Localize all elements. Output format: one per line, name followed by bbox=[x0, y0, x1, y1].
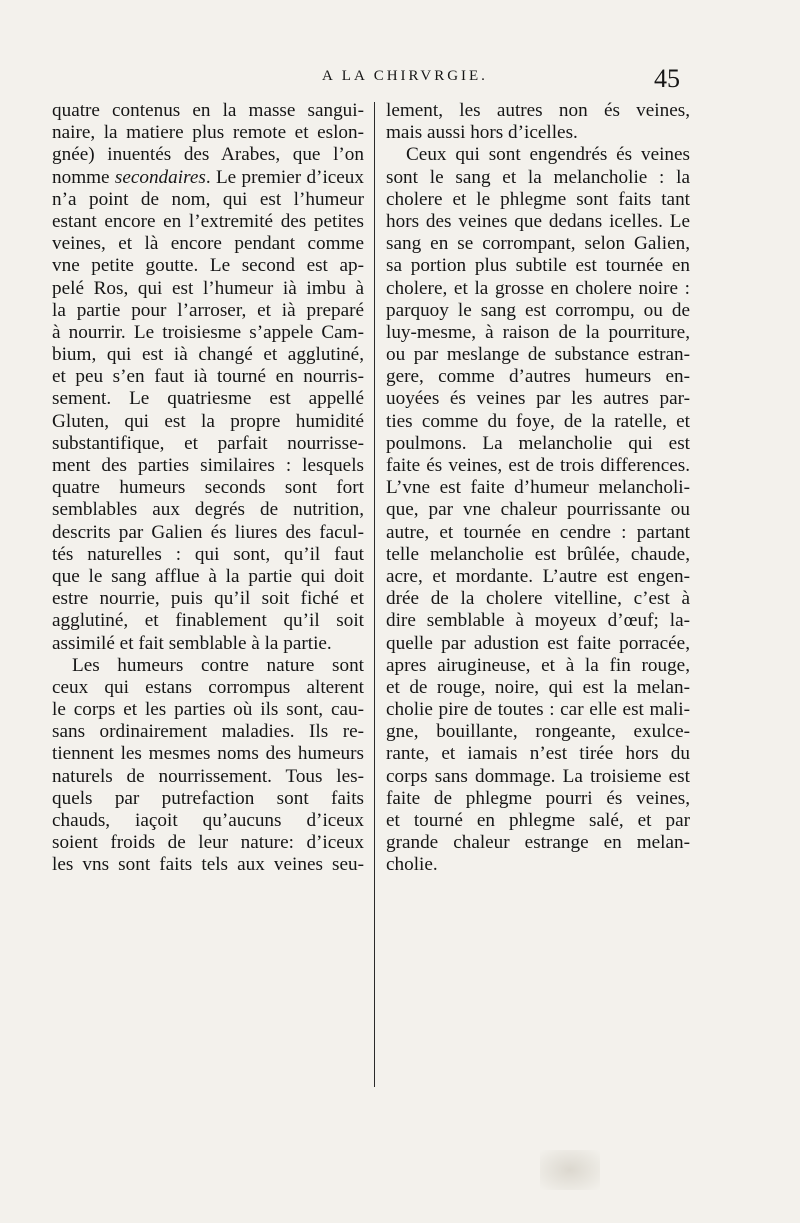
text-line: sement. Le quatriesme est appellé bbox=[52, 388, 364, 410]
text-line: Ceux qui sont engendrés és veines bbox=[406, 144, 690, 166]
running-title: A LA CHIRVRGIE. bbox=[322, 68, 488, 84]
text-line: quelle par adustion est faite porracée, bbox=[386, 632, 690, 654]
text-line: hors des veines que dedans icelles. Le bbox=[386, 210, 690, 232]
text-line: gere, comme d’autres humeurs en- bbox=[386, 366, 690, 388]
text-line: parquoy le sang est corrompu, ou de bbox=[386, 299, 690, 321]
page-number: 45 bbox=[654, 64, 680, 93]
text-line: naturels de nourrissement. Tous les- bbox=[52, 765, 364, 787]
left-text-column bbox=[52, 100, 364, 877]
text-line: veines, et là encore pendant comme bbox=[52, 233, 364, 255]
text-line: Gluten, qui est la propre humidité bbox=[52, 410, 364, 432]
text-line: ties comme du foye, de la ratelle, et bbox=[386, 410, 690, 432]
text-line: ou par meslange de substance estran- bbox=[386, 344, 690, 366]
text-line: sans ordinairement maladies. Ils re- bbox=[52, 721, 364, 743]
text-line: assimilé et fait semblable à la partie. bbox=[52, 632, 332, 654]
text-line: gne, bouillante, rongeante, exulce- bbox=[386, 721, 690, 743]
text-line: cholie pire de toutes : car elle est mali- bbox=[386, 699, 690, 721]
text-line: semblables aux degrés de nutrition, bbox=[52, 499, 364, 521]
text-line: gnée) inuentés des Arabes, que l’on bbox=[52, 144, 364, 166]
text-line: tiennent les mesmes noms des humeurs bbox=[52, 743, 364, 765]
text-line: que, par vne chaleur pourrissante ou bbox=[386, 499, 690, 521]
text-line: lement, les autres non és veines, bbox=[386, 100, 690, 121]
text-line: faite de phlegme pourri és veines, bbox=[386, 787, 690, 809]
text-line: telle melancholie est brûlée, chaude, bbox=[386, 543, 690, 565]
text-line: sont le sang et la melancholie : la bbox=[386, 166, 690, 188]
text-line: estre nourrie, puis qu’il soit fiché et bbox=[52, 588, 364, 610]
text-line: estant encore en l’extremité des petites bbox=[52, 210, 364, 232]
text-line: naire, la matiere plus remote et eslon- bbox=[52, 122, 364, 144]
text-line: ment des parties similaires : lesquels bbox=[52, 455, 364, 476]
text-line: acre, et mordante. L’autre est engen- bbox=[386, 565, 690, 587]
text-line: ceux qui estans corrompus alterent bbox=[52, 676, 364, 698]
text-line: la partie pour l’arroser, et ià preparé bbox=[52, 299, 364, 321]
text-line: L’vne est faite d’humeur melancholi- bbox=[386, 477, 690, 499]
text-line: agglutiné, et finablement qu’il soit bbox=[52, 610, 364, 632]
text-line: mais aussi hors d’icelles. bbox=[386, 122, 578, 144]
text-line: que le sang afflue à la partie qui doit bbox=[52, 565, 364, 587]
text-line: rante, et iamais n’est tirée hors du bbox=[386, 743, 690, 765]
text-line: quels par putrefaction sont faits bbox=[52, 787, 364, 809]
text-line: pelé Ros, qui est l’humeur ià imbu à bbox=[52, 277, 364, 299]
text-line: chauds, iaçoit qu’aucuns d’iceux bbox=[52, 810, 364, 831]
text-line: Les humeurs contre nature sont bbox=[72, 654, 364, 676]
text-line: tés naturelles : qui sont, qu’il faut bbox=[52, 543, 364, 565]
text-line: sa portion plus subtile est tournée en bbox=[386, 255, 690, 277]
text-line: soient froids de leur nature: d’iceux bbox=[52, 832, 364, 854]
right-text-column bbox=[386, 100, 690, 877]
text-line: drée de la cholere vitelline, c’est à bbox=[386, 588, 690, 610]
text-line: substantifique, et parfait nourrisse- bbox=[52, 432, 364, 454]
text-line: descrits par Galien és liures des facul- bbox=[52, 521, 364, 543]
text-line: les vns sont faits tels aux veines seu- bbox=[52, 854, 364, 876]
text-line: cholere et le phlegme sont faits tant bbox=[386, 188, 690, 210]
text-line: apres airugineuse, et à la fin rouge, bbox=[386, 654, 690, 676]
text-line: grande chaleur estrange en melan- bbox=[386, 832, 690, 854]
show-through-text bbox=[60, 870, 700, 1210]
text-line: à nourrir. Le troisiesme s’appele Cam- bbox=[52, 321, 364, 343]
text-line: autre, et tournée en cendre : partant bbox=[386, 521, 690, 543]
text-line: quatre humeurs seconds sont fort bbox=[52, 477, 364, 499]
text-line: vne petite goutte. Le second est ap- bbox=[52, 255, 364, 277]
text-line: dire semblable à moyeux d’œuf; la- bbox=[386, 610, 690, 632]
text-line: luy-mesme, à raison de la pourriture, bbox=[386, 321, 690, 343]
text-line: et de rouge, noire, qui est la melan- bbox=[386, 676, 690, 698]
text-line: quatre contenus en la masse sangui- bbox=[52, 100, 364, 121]
text-line: sang en se corrompant, selon Galien, bbox=[386, 233, 690, 255]
text-line: bium, qui est ià changé et agglutiné, bbox=[52, 344, 364, 366]
text-line: poulmons. La melancholie qui est bbox=[386, 432, 690, 454]
text-line: n’a point de nom, qui est l’humeur bbox=[52, 188, 364, 210]
text-line: uoyées és veines par les autres par- bbox=[386, 388, 690, 410]
text-line: le corps et les parties où ils sont, cau- bbox=[52, 699, 364, 721]
text-line: cholere, et la grosse en cholere noire : bbox=[386, 277, 690, 299]
text-line: et tourné en phlegme salé, et par bbox=[386, 810, 690, 831]
text-line: et peu s’en faut ià tourné en nourris- bbox=[52, 366, 364, 388]
text-line: nomme secondaires. Le premier d’iceux bbox=[52, 166, 364, 188]
text-line: cholie. bbox=[386, 854, 438, 876]
text-line: faite és veines, est de trois differences. bbox=[386, 455, 690, 476]
paper-stain bbox=[540, 1150, 600, 1190]
text-line: corps sans dommage. La troisieme est bbox=[386, 765, 690, 787]
